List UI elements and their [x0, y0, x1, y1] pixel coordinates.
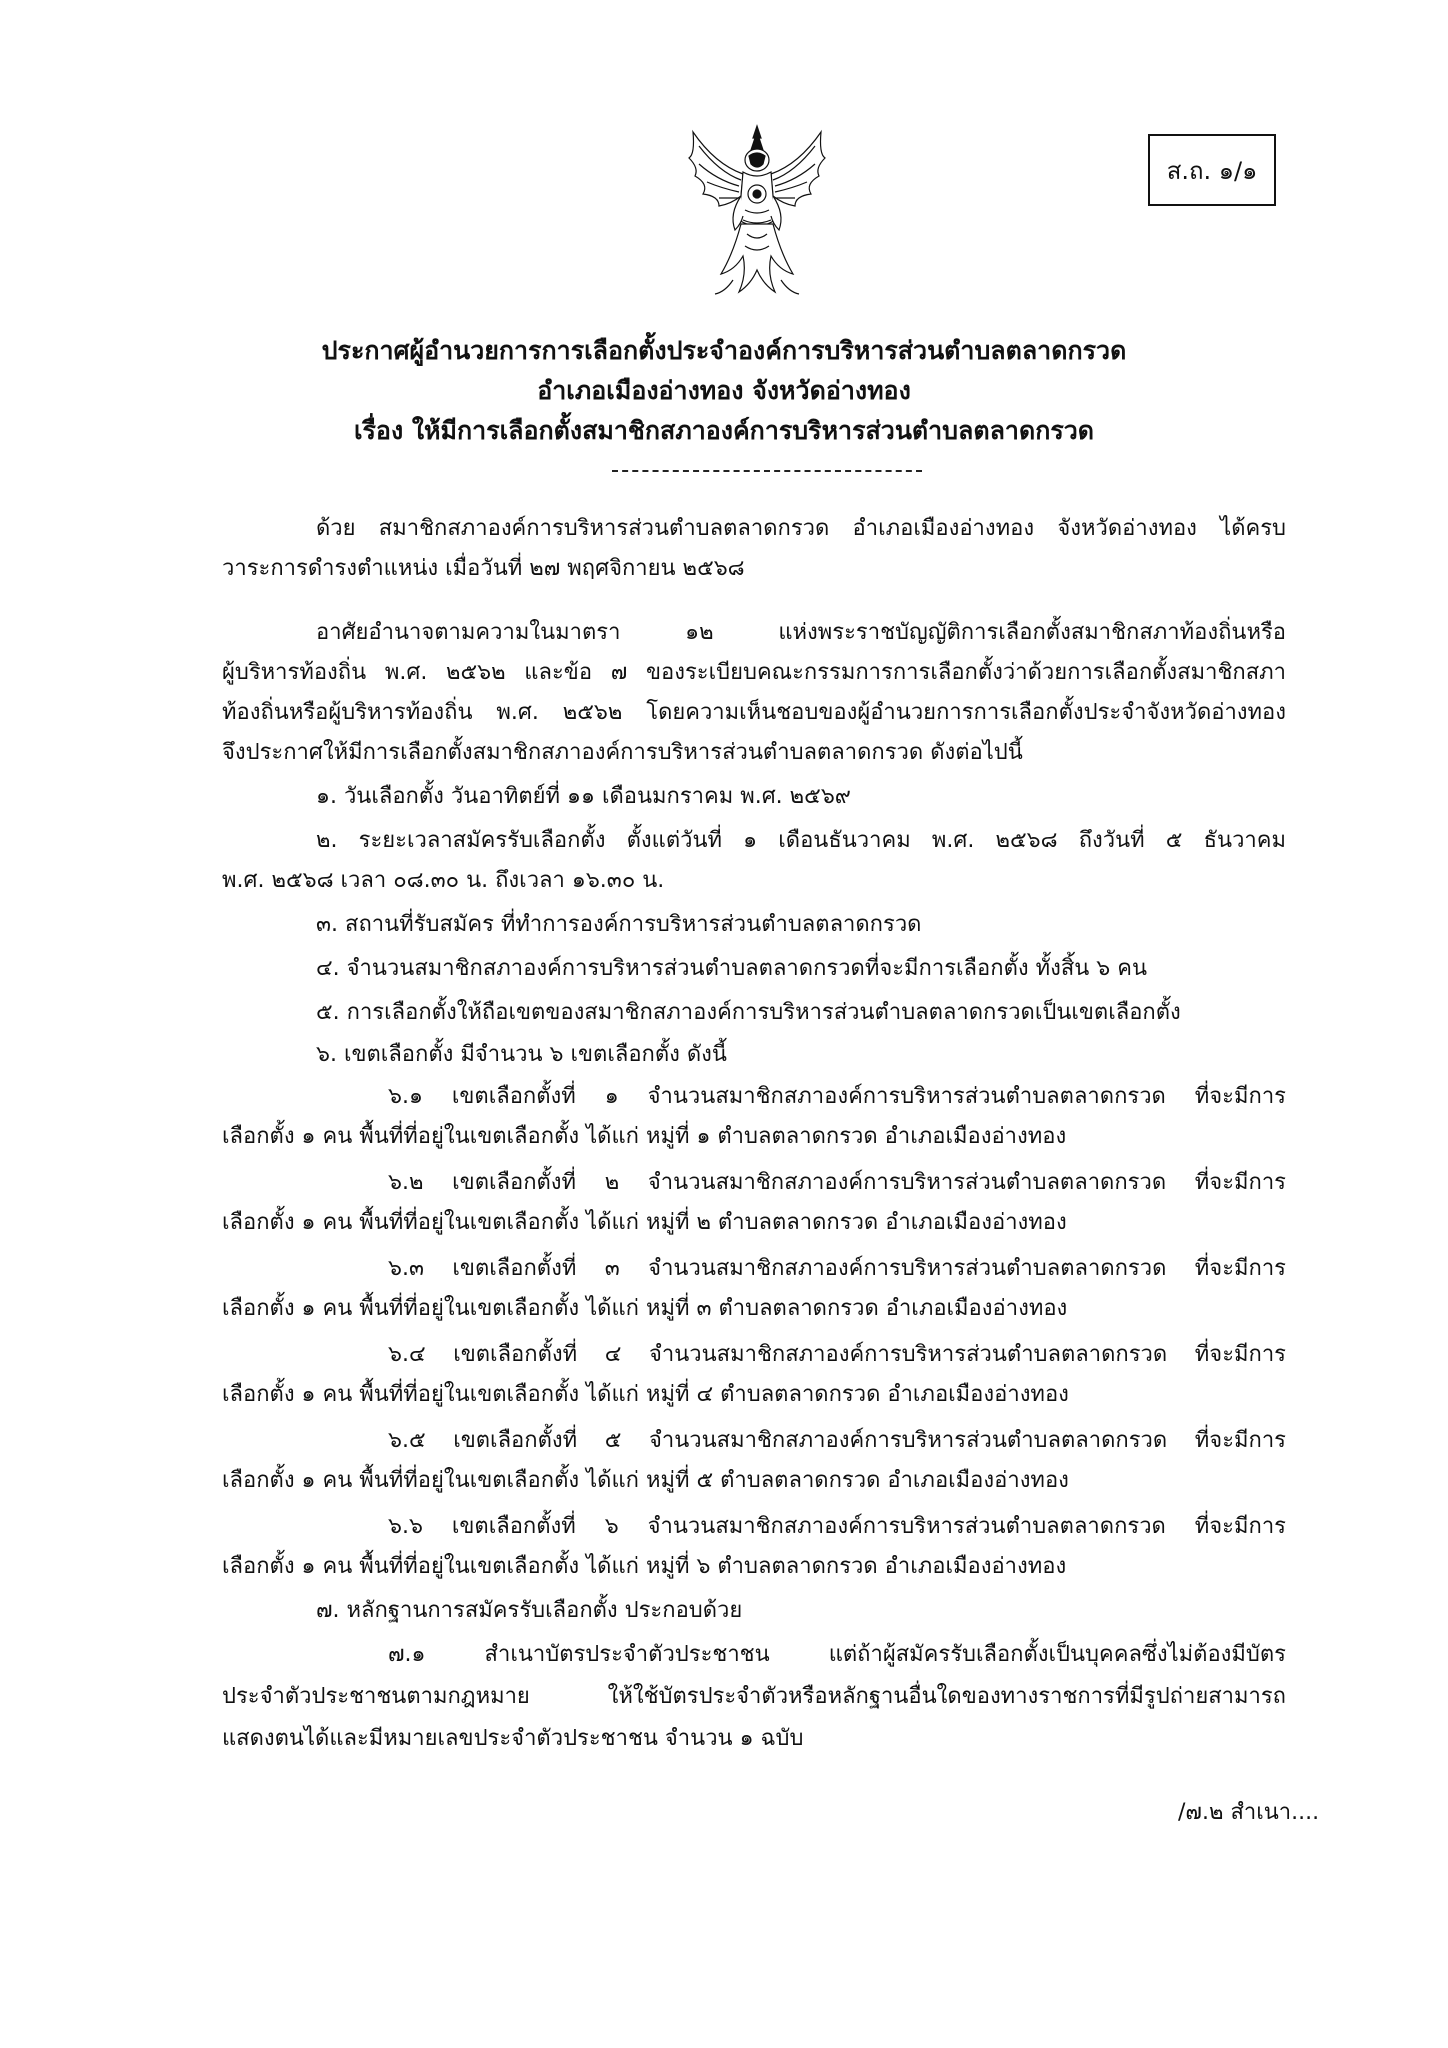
item-2-line-1: ๒. ระยะเวลาสมัครรับเลือกตั้ง ตั้งแต่วันที่ ๑ เดือนธันวาคม พ.ศ. ๒๕๖๘ ถึงวันที่ ๕ ธันวาคม [316, 828, 1286, 853]
item-1: ๑. วันเลือกตั้ง วันอาทิตย์ที่ ๑๑ เดือนมกราคม พ.ศ. ๒๕๖๙ [316, 784, 851, 809]
district-2-line-2: เลือกตั้ง ๑ คน พื้นที่ที่อยู่ในเขตเลือกตั้ง ได้แก่ หมู่ที่ ๒ ตำบลตลาดกรวด อำเภอเมืองอ่างทอง [222, 1210, 1067, 1235]
district-5-line-2: เลือกตั้ง ๑ คน พื้นที่ที่อยู่ในเขตเลือกตั้ง ได้แก่ หมู่ที่ ๕ ตำบลตลาดกรวด อำเภอเมืองอ่างทอง [222, 1468, 1069, 1493]
item-5: ๕. การเลือกตั้งให้ถือเขตของสมาชิกสภาองค์การบริหารส่วนตำบลตลาดกรวดเป็นเขตเลือกตั้ง [316, 1000, 1181, 1025]
district-6-line-1: ๖.๖ เขตเลือกตั้งที่ ๖ จำนวนสมาชิกสภาองค์การบริหารส่วนตำบลตลาดกรวด ที่จะมีการ [388, 1514, 1286, 1539]
garuda-emblem-icon [685, 124, 830, 299]
district-3-line-2: เลือกตั้ง ๑ คน พื้นที่ที่อยู่ในเขตเลือกตั้ง ได้แก่ หมู่ที่ ๓ ตำบลตลาดกรวด อำเภอเมืองอ่างทอง [222, 1296, 1068, 1321]
district-3-line-1: ๖.๓ เขตเลือกตั้งที่ ๓ จำนวนสมาชิกสภาองค์การบริหารส่วนตำบลตลาดกรวด ที่จะมีการ [388, 1256, 1286, 1281]
announcement-district: อำเภอเมืองอ่างทอง จังหวัดอ่างทอง [537, 376, 911, 405]
announcement-subject: เรื่อง ให้มีการเลือกตั้งสมาชิกสภาองค์การบริหารส่วนตำบลตลาดกรวด [353, 416, 1095, 445]
district-1-line-1: ๖.๑ เขตเลือกตั้งที่ ๑ จำนวนสมาชิกสภาองค์การบริหารส่วนตำบลตลาดกรวด ที่จะมีการ [388, 1084, 1286, 1109]
paragraph-2-line-4: จึงประกาศให้มีการเลือกตั้งสมาชิกสภาองค์การบริหารส่วนตำบลตลาดกรวด ดังต่อไปนี้ [222, 740, 1023, 765]
item-4: ๔. จำนวนสมาชิกสภาองค์การบริหารส่วนตำบลตลาดกรวดที่จะมีการเลือกตั้ง ทั้งสิ้น ๖ คน [316, 956, 1148, 981]
district-4-line-2: เลือกตั้ง ๑ คน พื้นที่ที่อยู่ในเขตเลือกตั้ง ได้แก่ หมู่ที่ ๔ ตำบลตลาดกรวด อำเภอเมืองอ่างทอง [222, 1382, 1069, 1407]
district-5-line-1: ๖.๕ เขตเลือกตั้งที่ ๕ จำนวนสมาชิกสภาองค์การบริหารส่วนตำบลตลาดกรวด ที่จะมีการ [388, 1428, 1286, 1453]
item-7-1-line-3: แสดงตนได้และมีหมายเลขประจำตัวประชาชน จำนวน ๑ ฉบับ [222, 1726, 804, 1751]
form-code-text: ส.ถ. ๑/๑ [1166, 156, 1258, 185]
paragraph-1-line-2: วาระการดำรงตำแหน่ง เมื่อวันที่ ๒๗ พฤศจิกายน ๒๕๖๘ [222, 556, 745, 581]
district-1-line-2: เลือกตั้ง ๑ คน พื้นที่ที่อยู่ในเขตเลือกตั้ง ได้แก่ หมู่ที่ ๑ ตำบลตลาดกรวด อำเภอเมืองอ่างทอง [222, 1124, 1067, 1149]
district-2-line-1: ๖.๒ เขตเลือกตั้งที่ ๒ จำนวนสมาชิกสภาองค์การบริหารส่วนตำบลตลาดกรวด ที่จะมีการ [388, 1170, 1286, 1195]
form-code-box [1148, 134, 1276, 206]
paragraph-2-line-2: ผู้บริหารท้องถิ่น พ.ศ. ๒๕๖๒ และข้อ ๗ ของระเบียบคณะกรรมการการเลือกตั้งว่าด้วยการเลือกตั้งสมาชิกสภา [222, 660, 1286, 685]
item-2-line-2: พ.ศ. ๒๕๖๘ เวลา ๐๘.๓๐ น. ถึงเวลา ๑๖.๓๐ น. [222, 868, 665, 893]
item-7: ๗. หลักฐานการสมัครรับเลือกตั้ง ประกอบด้วย [316, 1598, 743, 1623]
title-divider [612, 470, 922, 472]
announcement-title: ประกาศผู้อำนวยการการเลือกตั้งประจำองค์การบริหารส่วนตำบลตลาดกรวด [321, 336, 1127, 365]
item-7-1-line-2: ประจำตัวประชาชนตามกฎหมาย ให้ใช้บัตรประจำตัวหรือหลักฐานอื่นใดของทางราชการที่มีรูปถ่ายสามารถ [222, 1684, 1286, 1709]
paragraph-2-line-3: ท้องถิ่นหรือผู้บริหารท้องถิ่น พ.ศ. ๒๕๖๒ โดยความเห็นชอบของผู้อำนวยการการเลือกตั้งประจำจังหวัดอ่างทอง [222, 700, 1286, 725]
item-7-1-line-1: ๗.๑ สำเนาบัตรประจำตัวประชาชน แต่ถ้าผู้สมัครรับเลือกตั้งเป็นบุคคลซึ่งไม่ต้องมีบัตร [388, 1642, 1286, 1667]
continuation-note: /๗.๒ สำเนา.... [1178, 1800, 1320, 1825]
district-4-line-1: ๖.๔ เขตเลือกตั้งที่ ๔ จำนวนสมาชิกสภาองค์การบริหารส่วนตำบลตลาดกรวด ที่จะมีการ [388, 1342, 1286, 1367]
item-6: ๖. เขตเลือกตั้ง มีจำนวน ๖ เขตเลือกตั้ง ดังนี้ [316, 1042, 727, 1067]
district-6-line-2: เลือกตั้ง ๑ คน พื้นที่ที่อยู่ในเขตเลือกตั้ง ได้แก่ หมู่ที่ ๖ ตำบลตลาดกรวด อำเภอเมืองอ่างทอง [222, 1554, 1067, 1579]
paragraph-1-line-1: ด้วย สมาชิกสภาองค์การบริหารส่วนตำบลตลาดกรวด อำเภอเมืองอ่างทอง จังหวัดอ่างทอง ได้ครบ [316, 516, 1286, 541]
paragraph-2-line-1: อาศัยอำนาจตามความในมาตรา ๑๒ แห่งพระราชบัญญัติการเลือกตั้งสมาชิกสภาท้องถิ่นหรือ [316, 620, 1286, 645]
item-3: ๓. สถานที่รับสมัคร ที่ทำการองค์การบริหารส่วนตำบลตลาดกรวด [316, 912, 922, 937]
